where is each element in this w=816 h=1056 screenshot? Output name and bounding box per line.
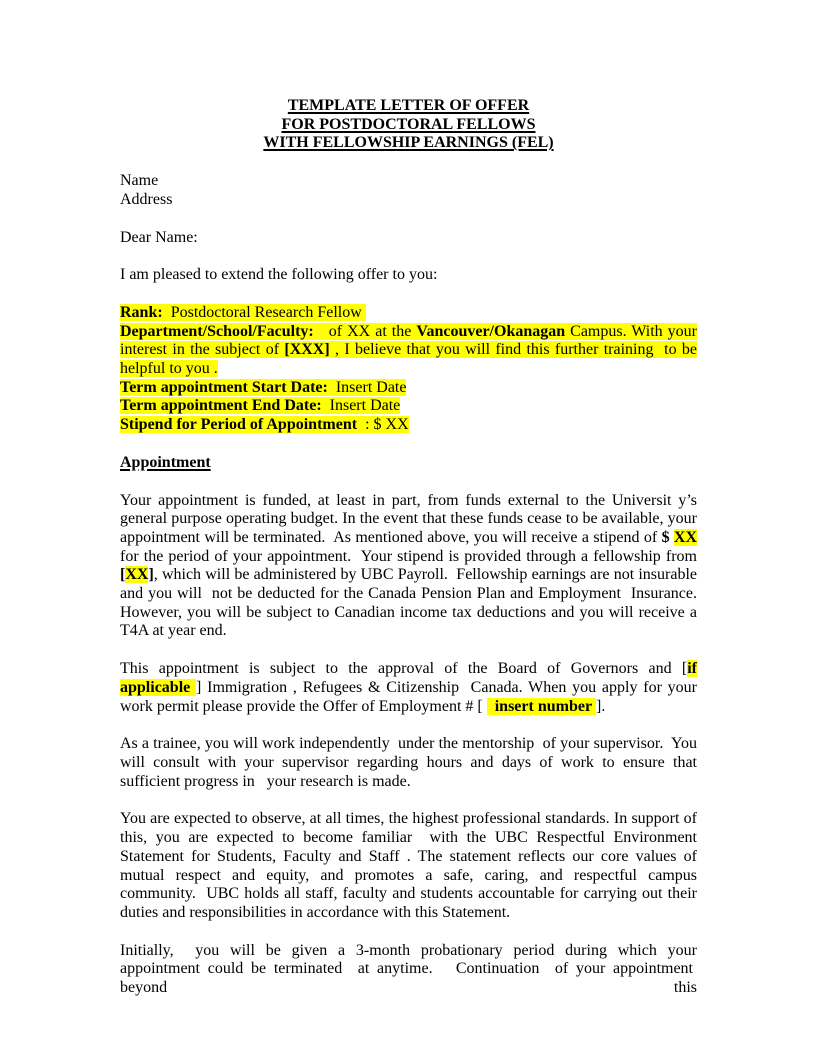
offer-label-stipend: Stipend for Period of Appointment (120, 416, 358, 434)
title-line-1: TEMPLATE LETTER OF OFFER (287, 97, 530, 114)
recipient-name: Name (120, 172, 159, 190)
highlighted-text (120, 379, 406, 396)
text-run: ]. (596, 697, 606, 715)
text-run: for the period of your appointment. Your stipend is provided through a fellowship from (120, 547, 697, 565)
text-run: As a trainee, you will work independently under the mentorship of your supervisor. You will consult with your supervisor regarding hours and days of work to ensure that sufficient progress in your research is made. (120, 735, 697, 790)
intro-line: I am pleased to extend the following offer to you: (120, 266, 438, 284)
paragraph-standards (120, 810, 697, 922)
text-run: ] (148, 566, 154, 584)
placeholder-fellowship-source: XX (125, 566, 149, 584)
offer-label-end-date: Term appointment End Date: (120, 397, 322, 415)
text-run: [ (120, 566, 126, 584)
paragraph-approval (120, 660, 697, 716)
text-run: of XX at the (313, 322, 417, 340)
paragraph-funding (120, 492, 697, 642)
offer-line-department (120, 323, 697, 379)
letter-title (120, 97, 697, 153)
text-run: $ (661, 528, 670, 546)
text-run: Campus. With your interest in the subject of (120, 322, 698, 359)
recipient-block (120, 172, 697, 209)
text-run: , I believe that you will find this further training to be helpful to you . (120, 341, 698, 378)
offer-details-block (120, 304, 697, 435)
placeholder-campus: Vancouver/Okanagan (416, 322, 566, 340)
title-line-3: WITH FELLOWSHIP EARNINGS (FEL) (263, 134, 554, 152)
section-heading-appointment: Appointment (120, 453, 211, 471)
salutation: Dear Name: (120, 228, 198, 246)
offer-line-start-date (120, 379, 697, 398)
highlighted-text (120, 397, 400, 414)
placeholder-offer-number: insert number (486, 697, 597, 715)
offer-line-end-date (120, 397, 697, 416)
text-run: Your appointment is funded, at least in part, from funds external to the Universit y’s general purpose operating budget. In the event that these funds cease to be available, your appointment will be terminated. As mentioned above, you will receive a stipend of (120, 491, 697, 546)
offer-label-start-date: Term appointment Start Date: (120, 378, 328, 396)
placeholder-stipend-amount: XX (673, 528, 698, 546)
text-run: You are expected to observe, at all times, the highest professional standards. In support of this, you are expected to become familiar with the UBC Respectful Environment Statement for Students, Faculty and Staff . The statement reflects our core values of mutual respect and equity, and promotes a safe, caring, and respectful campus community. UBC holds all staff, faculty and students accountable for carrying out their duties and responsibilities in accordance with this Statement. (120, 810, 697, 921)
text-run: This appointment is subject to the approval of the Board of Governors and [ (120, 660, 688, 678)
highlighted-text (120, 416, 409, 433)
placeholder-subject: [XXX] (284, 341, 330, 359)
placeholder-start-date: Insert Date (327, 378, 407, 396)
paragraph-probation (120, 942, 697, 998)
text-run: ] Immigration , Refugees & Citizenship Canada. When you apply for your work permit please provide the Offer of Employment # [ (120, 678, 698, 715)
recipient-address: Address (120, 190, 173, 208)
text-run: Initially, you will be given a 3-month probationary period during which your appointment could be terminated at anytime. Continuation of your appointment beyond this (120, 941, 697, 997)
placeholder-if-applicable: if applicable (120, 660, 697, 696)
text-run: , which will be administered by UBC Payroll. Fellowship earnings are not insurable and you will not be deducted for the Canada Pension Plan and Employment Insurance. However, you will be subject to Canadian income tax deductions and you will receive a T4A at year end. (120, 566, 697, 640)
placeholder-end-date: Insert Date (321, 397, 401, 415)
offer-line-rank (120, 304, 697, 323)
highlighted-text (120, 304, 366, 321)
offer-label-rank: Rank: (120, 303, 163, 321)
title-line-2: FOR POSTDOCTORAL FELLOWS (281, 115, 536, 133)
paragraph-trainee (120, 735, 697, 791)
offer-label-department: Department/School/Faculty: (120, 322, 314, 340)
highlighted-text (120, 323, 697, 377)
offer-value-rank: Postdoctoral Research Fellow (162, 303, 366, 321)
placeholder-stipend: : $ XX (357, 416, 409, 434)
offer-line-stipend (120, 416, 697, 435)
